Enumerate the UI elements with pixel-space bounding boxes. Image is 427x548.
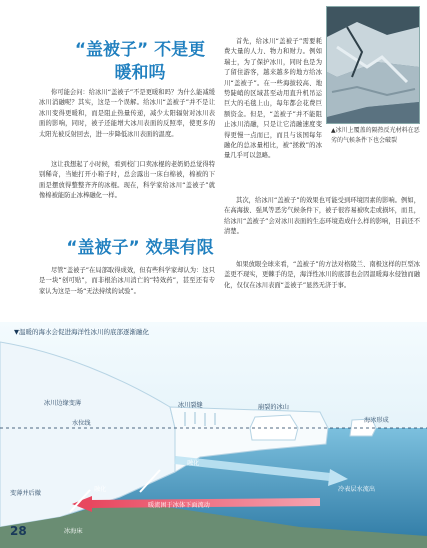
- label-ice-shelf: 海冰形成: [364, 417, 389, 424]
- section-heading-1-line1: “盖被子” 不是更: [74, 40, 206, 60]
- label-cold-water: 冷表层水流出: [338, 486, 376, 493]
- right-paragraph-3: 如果放眼全球来看，“盖被子”的方法对格陵兰、南极这样的巨型冰盖更不现实，更棘手的是，海洋性冰川的底部也会因温暖海水侵蚀而融化，仅仅在冰川表面“盖被子”显然无济于事。: [224, 261, 420, 289]
- label-warm-water: 暖流困于冰体下面流动: [148, 502, 210, 509]
- label-water-line: 水位线: [72, 420, 91, 427]
- section-heading-2: “盖被子” 效果有限: [66, 238, 214, 258]
- label-melt-1: 融化: [187, 460, 200, 467]
- page-number: 28: [10, 524, 27, 538]
- glacier-blanket-photo-drawing: [327, 7, 419, 123]
- label-grounding: 变薄并后撤: [10, 490, 41, 497]
- iceberg: [250, 415, 298, 440]
- label-glacier-edge: 冰川边缘变薄: [44, 400, 82, 407]
- right-paragraph-1: 首先，给冰川“盖被子”需要耗费大量的人力、物力和财力。例如瑞士，为了保护冰川，同时也是为了留住游客，越来越多的地方给冰川“盖被子”。在一些海拔较高、地势陡峭的区域甚至动用直升机吊运巨大的毛毯上山，每年都会花费巨额资金。但是，“盖被子”并不能阻止冰川消融，只是让它消融速度变得更慢一点而已，而且与该国每年融化的总冰量相比，被“拯救”的冰量几乎可以忽略。: [224, 38, 322, 160]
- right-paragraph-2: 其次，给冰川“盖被子”的效果也可能受到环境因素的影响。例如，在高海拔、强风等恶劣气候条件下，被子很容易被吹走或损坏，而且，给冰川“盖被子”会对冰川表面的生态环境造成什么样的影响，目前还不清楚。: [224, 197, 420, 236]
- photo-caption: ▲冰川上覆盖的隔热反光材料在恶劣的气候条件下也会破裂: [331, 127, 420, 144]
- left-paragraph-2: 这让我想起了小时候，看到校门口卖冰棍的老奶奶总觉得特别稀奇，当她打开小箱子时，总会露出一床白棉被，棉被的下面是摆放得整整齐齐的冰棍。现在，科学家给冰川“盖被子”就像棉被能防止冰棒融化一样。: [39, 161, 215, 200]
- label-ice-crack: 冰川裂缝: [178, 402, 203, 409]
- left-paragraph-3: 尽管“盖被子”在局部取得成效，但有些科学家却认为：这只是一块“创可贴”，而非根治冰川消亡的“特效药”，甚至还有专家认为这是一场“无法持续的试验”。: [39, 267, 215, 295]
- glacier-blanket-photo: [326, 6, 420, 124]
- glacier-melting-diagram: [0, 322, 427, 548]
- section-heading-1-line2: 暖和吗: [114, 63, 166, 83]
- label-floating-ice: 崩裂的冰山: [258, 404, 289, 411]
- left-paragraph-1: 你可能会问：给冰川“盖被子”不是更暖和吗？为什么能减缓冰川消融呢？其实，这是一个误解。给冰川“盖被子”并不是让冰川变得更暖和，而是阻止热量传递，减少太阳辐射对冰川表面的影响，同时，被子还能增大冰川表面的反照率，使更多的太阳光被反射回去，进一步降低冰川表面的温度。: [39, 89, 215, 138]
- label-bedrock: 冰海床: [64, 528, 83, 535]
- label-melt-2: 融化: [94, 486, 107, 493]
- diagram-title: ▼温暖的海水会促进海洋性冰川的底部逐渐融化: [14, 328, 149, 336]
